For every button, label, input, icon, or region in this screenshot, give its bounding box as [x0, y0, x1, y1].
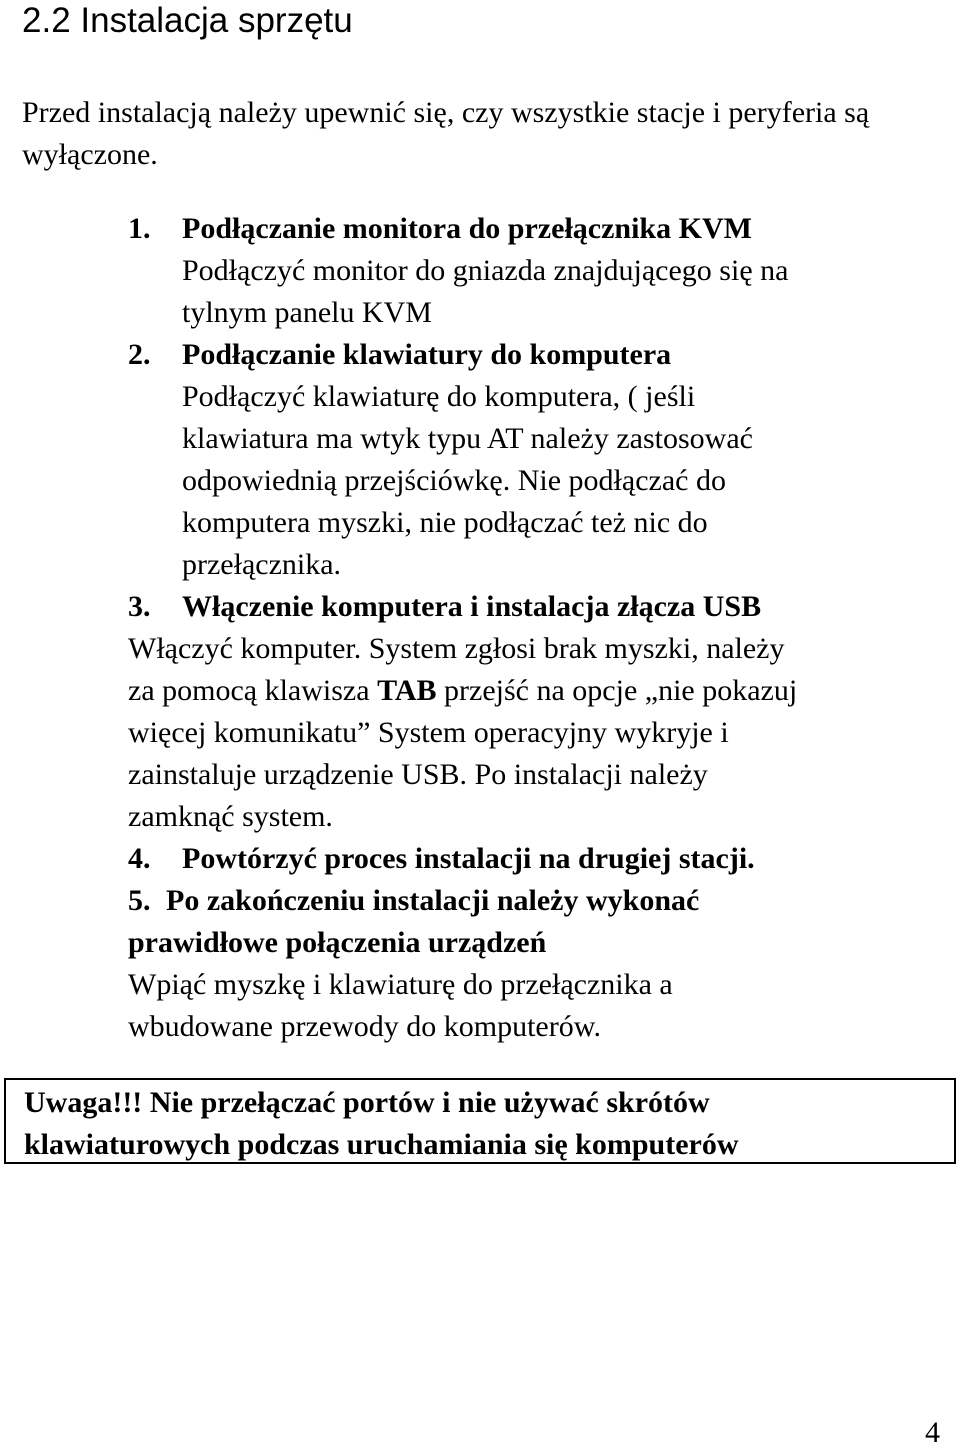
step-3-tab-before: za pomocą klawisza: [128, 674, 378, 707]
step-3-line-3: więcej komunikatu” System operacyjny wykryje i: [128, 716, 729, 749]
step-3-line-tab: [128, 670, 797, 712]
step-5-number: 5.: [128, 884, 151, 917]
step-2-line-1: Podłączyć klawiaturę do komputera, ( jeśli: [182, 380, 696, 413]
step-3-number: 3.: [128, 590, 151, 623]
step-2-line-5: przełącznika.: [182, 548, 342, 581]
step-2-number: 2.: [128, 338, 151, 371]
step-3-title: Włączenie komputera i instalacja złącza USB: [182, 590, 762, 623]
step-2-line-2: klawiatura ma wtyk typu AT należy zastosować: [182, 422, 753, 455]
warning-note-line-1: Uwaga!!! Nie przełączać portów i nie używać skrótów: [24, 1086, 710, 1119]
page-number: 4: [925, 1416, 940, 1449]
step-5-title-line-1: Po zakończeniu instalacji należy wykonać: [166, 884, 700, 917]
step-2-line-3: odpowiednią przejściówkę. Nie podłączać do: [182, 464, 726, 497]
step-5-line-1: Wpiąć myszkę i klawiaturę do przełącznika a: [128, 968, 673, 1001]
tab-key-label: TAB: [377, 674, 437, 707]
step-5-line-2: wbudowane przewody do komputerów.: [128, 1010, 601, 1043]
step-5-title-line-2: prawidłowe połączenia urządzeń: [128, 926, 547, 959]
page-heading: 2.2 Instalacja sprzętu: [22, 1, 353, 40]
step-4-number: 4.: [128, 842, 151, 875]
step-1-number: 1.: [128, 212, 151, 245]
step-1-line-1: Podłączyć monitor do gniazda znajdującego się na: [182, 254, 789, 287]
step-2-title: Podłączanie klawiatury do komputera: [182, 338, 672, 371]
warning-note-line-2: klawiaturowych podczas uruchamiania się komputerów: [24, 1128, 739, 1161]
step-1-line-2: tylnym panelu KVM: [182, 296, 432, 329]
warning-note-box: [4, 1078, 956, 1164]
step-3-line-4: zainstaluje urządzenie USB. Po instalacji należy: [128, 758, 708, 791]
step-4-title: Powtórzyć proces instalacji na drugiej stacji.: [182, 842, 755, 875]
step-3-line-1: Włączyć komputer. System zgłosi brak myszki, należy: [128, 632, 785, 665]
step-3-tab-after: przejść na opcje „nie pokazuj: [436, 674, 798, 707]
step-3-line-5: zamknąć system.: [128, 800, 333, 833]
intro-paragraph: Przed instalacją należy upewnić się, czy wszystkie stacje i peryferia są wyłączone.: [22, 96, 870, 171]
step-2-line-4: komputera myszki, nie podłączać też nic do: [182, 506, 708, 539]
step-1-title: Podłączanie monitora do przełącznika KVM: [182, 212, 752, 245]
